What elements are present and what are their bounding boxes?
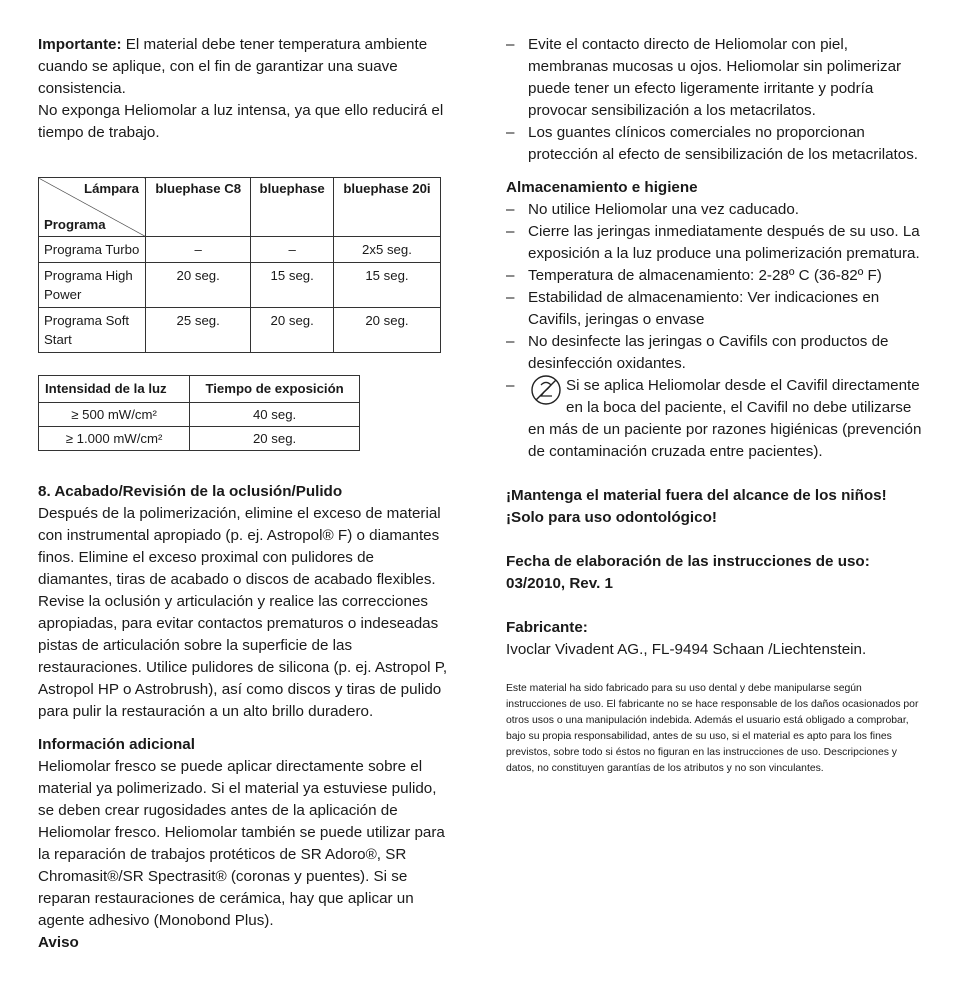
col-header: Intensidad de la luz (39, 376, 190, 403)
important-label: Importante: (38, 36, 122, 53)
cell: 20 seg. (251, 308, 334, 353)
row-label: Programa Turbo (39, 237, 146, 263)
cell: – (146, 237, 251, 263)
date-value: 03/2010, Rev. 1 (506, 575, 613, 592)
col-header: bluephase (251, 178, 334, 237)
section8-body: Después de la polimerización, elimine el exceso de material con instrumental apropiado (p. ej. Astropol® F) o diamantes finos. Elimine el exceso proximal con pulidores de diamantes, tiras de acabado o discos de acabado flexibles. Revise la oclusión y articulación y realice las correcciones apropiadas, para evitar contactos prematuros o indeseadas pistas de articulación sobre la superficie de las restauraciones. Utilice pulidores de silicona (p. ej. Astropol P, Astropol HP o Astrobrush), así como discos y tiras de pulido para pulir la restauración a un alto brillo duradero. (38, 505, 448, 720)
cell: 20 seg. (333, 308, 440, 353)
corner-program-label: Programa (44, 217, 106, 232)
col-header: bluephase 20i (333, 178, 440, 237)
children-warning: ¡Mantenga el material fuera del alcance de los niños! (506, 487, 887, 504)
list-item: – Estabilidad de almacenamiento: Ver indicaciones en Cavifils, jeringas o envase (506, 289, 880, 328)
table-row (39, 263, 441, 308)
table-row (39, 308, 441, 353)
list-item: – No desinfecte las jeringas o Cavifils con productos de desinfección oxidantes. (506, 333, 889, 372)
important-text: El material debe tener temperatura ambiente cuando se aplique, con el fin de garantizar una suave consistencia. (38, 36, 428, 97)
list-item: – No utilice Heliomolar una vez caducado. (506, 201, 799, 218)
manufacturer: Ivoclar Vivadent AG., FL-9494 Schaan /Liechtenstein. (506, 641, 867, 658)
cell: 25 seg. (146, 308, 251, 353)
row-label: Programa Soft Start (39, 308, 146, 353)
intensity-table (38, 375, 360, 451)
lamp-table-corner (39, 178, 146, 237)
additional-title: Información adicional (38, 736, 195, 753)
disclaimer: Este material ha sido fabricado para su uso dental y debe manipularse según instrucciones de uso. El fabricante no se hace responsable de los daños ocasionados por otros usos o una manipulación indebida. Además el usuario está obligado a comprobar, bajo su propia responsabilidad, antes de su uso, si el material es apto para los fines previstos, sobre todo si éstos no figuran en las instrucciones de uso. Descripciones y datos, no constituyen garantías de los atributos y no son vinculantes. (506, 683, 919, 774)
cell: 20 seg. (190, 427, 360, 451)
manufacturer-label: Fabricante: (506, 619, 588, 636)
section8-title: 8. Acabado/Revisión de la oclusión/Pulido (38, 483, 343, 500)
list-item: – Cierre las jeringas inmediatamente después de su uso. La exposición a la luz produce una polimerización prematura. (506, 223, 920, 262)
intensity-header (39, 376, 360, 403)
table-row (39, 427, 360, 451)
cell: 40 seg. (190, 403, 360, 427)
cell: ≥ 500 mW/cm² (39, 403, 190, 427)
light-warning: No exponga Heliomolar a luz intensa, ya que ello reducirá el tiempo de trabajo. (38, 102, 444, 141)
list-item: – Si se aplica Heliomolar desde el Cavifil directamente en la boca del paciente, el Cavifil no debe utilizarse en más de un paciente por razones higiénicas (prevención de contaminación cruzada entre pacientes). (506, 375, 924, 463)
list-item: – Evite el contacto directo de Heliomolar con piel, membranas mucosas u ojos. Heliomolar sin polimerizar puede tener un efecto ligeramente irritante y podría provocar sensibilización a los metacrilatos. (506, 36, 902, 119)
table-row (39, 237, 441, 263)
dental-only: ¡Solo para uso odontológico! (506, 509, 717, 526)
date-label: Fecha de elaboración de las instrucciones de uso: (506, 553, 870, 570)
col-header: Tiempo de exposición (190, 376, 360, 403)
storage-title: Almacenamiento e higiene (506, 179, 698, 196)
list-item: – Temperatura de almacenamiento: 2-28º C (36-82º F) (506, 267, 882, 284)
col-header: bluephase C8 (146, 178, 251, 237)
cell: – (251, 237, 334, 263)
table-row (39, 403, 360, 427)
cell: 15 seg. (251, 263, 334, 308)
additional-body: Heliomolar fresco se puede aplicar directamente sobre el material ya polimerizado. Si el material ya estuviese pulido, se deben crear rugosidades antes de la aplicación de Heliomolar fresco. Heliomolar también se puede utilizar para la reparación de trabajos protéticos de SR Adoro®, SR Chromasit®/SR Spectrasit® (coronas y puentes). Si se reparan restauraciones de cerámica, hay que aplicar un agente adhesivo (Monobond Plus). (38, 758, 445, 929)
right-column (506, 34, 924, 777)
cell: 20 seg. (146, 263, 251, 308)
important-paragraph (38, 34, 450, 100)
list-item: – Los guantes clínicos comerciales no proporcionan protección al efecto de sensibilización de los metacrilatos. (506, 124, 919, 163)
cell: ≥ 1.000 mW/cm² (39, 427, 190, 451)
corner-lamp-label: Lámpara (84, 181, 139, 196)
lamp-table-header (39, 178, 441, 237)
cell: 2x5 seg. (333, 237, 440, 263)
aviso-title: Aviso (38, 934, 79, 951)
lamp-table (38, 177, 441, 353)
warnings-list (506, 34, 924, 166)
left-column (38, 34, 450, 954)
cell: 15 seg. (333, 263, 440, 308)
do-not-reuse-icon (528, 373, 564, 407)
row-label: Programa High Power (39, 263, 146, 308)
storage-list (506, 199, 924, 463)
